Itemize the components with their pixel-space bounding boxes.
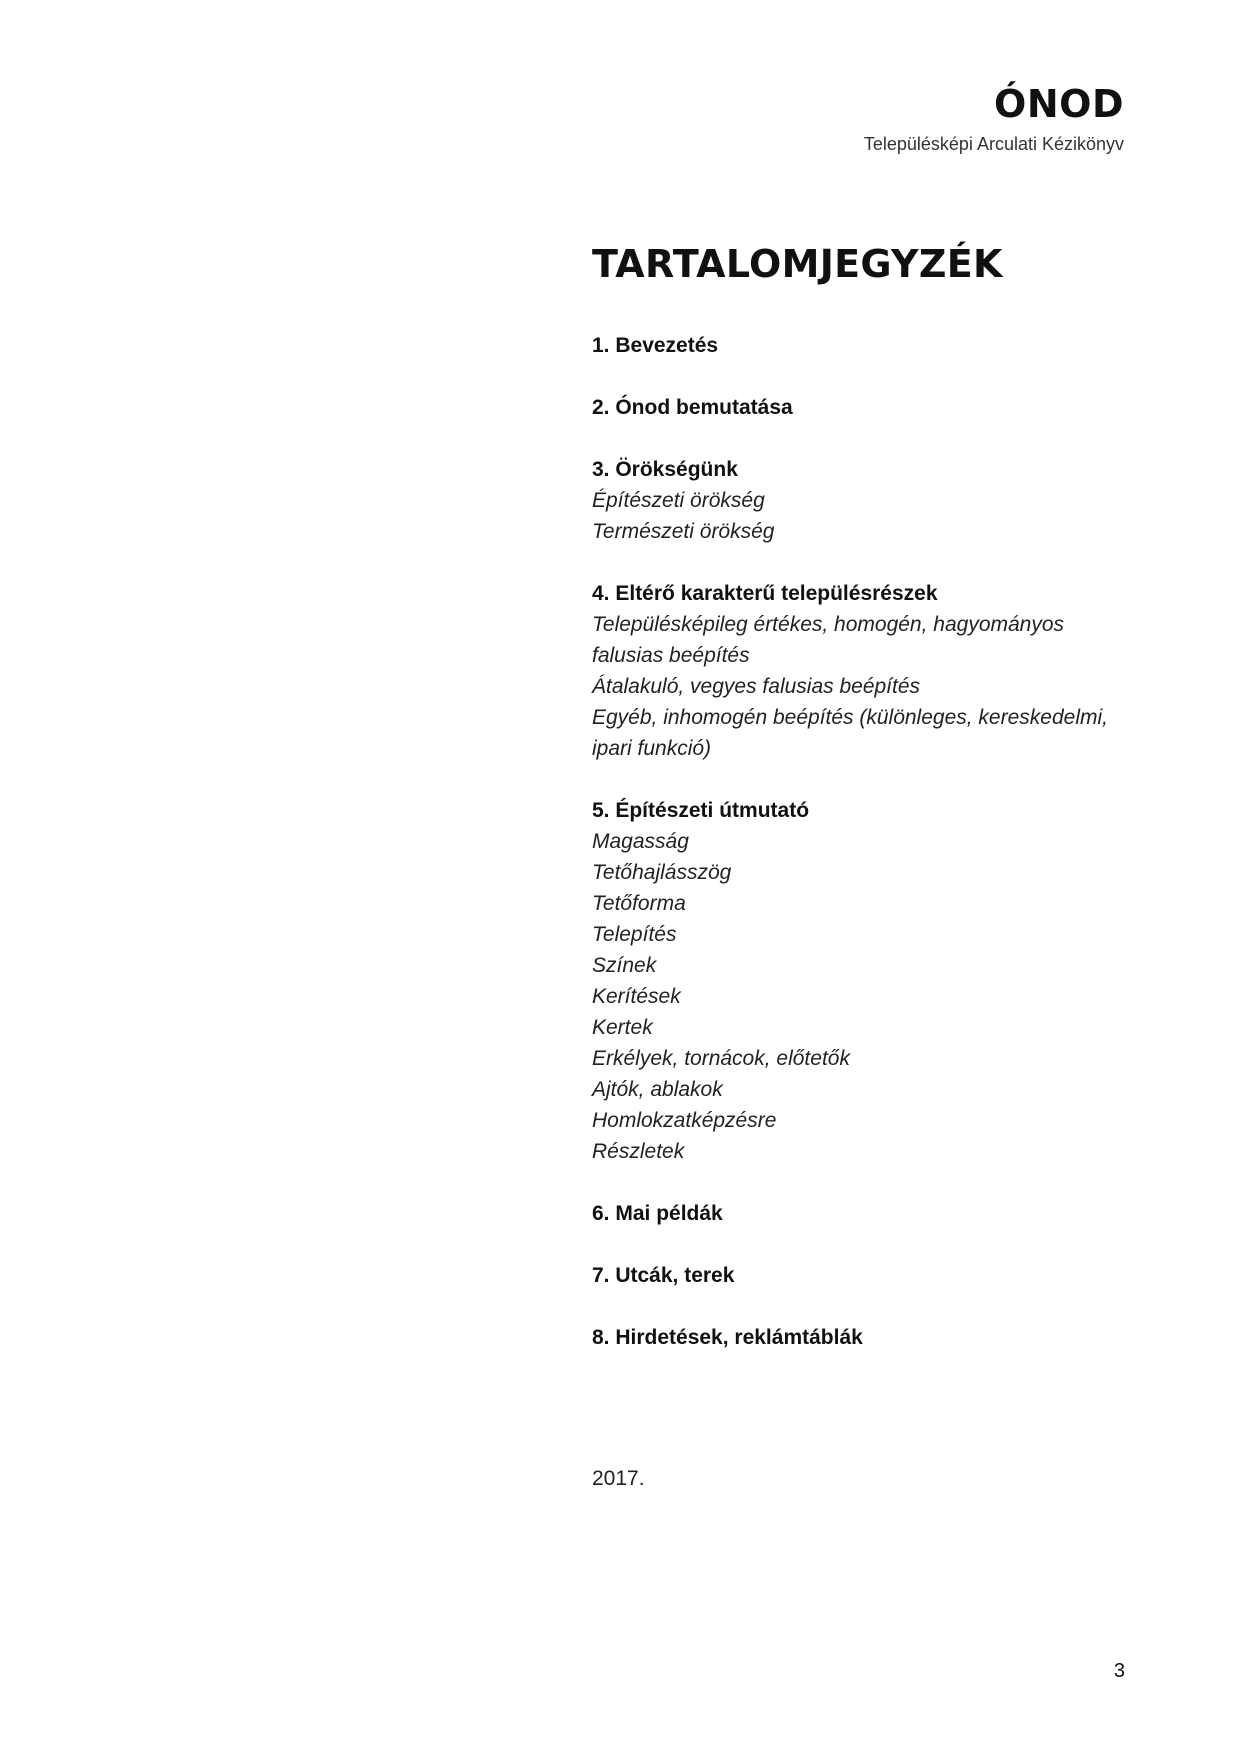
table-of-contents bbox=[592, 240, 1132, 1384]
toc-section bbox=[592, 795, 1132, 1167]
publication-year: 2017. bbox=[592, 1467, 645, 1490]
toc-subitem[interactable]: Ajtók, ablakok bbox=[592, 1078, 723, 1101]
toc-section-title[interactable]: 2. Ónod bemutatása bbox=[592, 396, 793, 419]
toc-subitem[interactable]: Építészeti örökség bbox=[592, 489, 765, 512]
toc-subitem[interactable]: Színek bbox=[592, 954, 657, 977]
toc-subitem[interactable]: Kerítések bbox=[592, 985, 681, 1008]
toc-section bbox=[592, 392, 1132, 423]
toc-section bbox=[592, 578, 1132, 764]
toc-section-title[interactable]: 6. Mai példák bbox=[592, 1202, 723, 1225]
toc-subitem[interactable]: Átalakuló, vegyes falusias beépítés bbox=[592, 675, 921, 698]
toc-subitem[interactable]: Kertek bbox=[592, 1016, 653, 1039]
document-header bbox=[864, 80, 1124, 156]
toc-subitem[interactable]: Tetőhajlásszög bbox=[592, 861, 732, 884]
toc-section-title[interactable]: 1. Bevezetés bbox=[592, 334, 719, 357]
toc-section-title[interactable]: 5. Építészeti útmutató bbox=[592, 799, 810, 822]
toc-section bbox=[592, 1198, 1132, 1229]
page-number: 3 bbox=[1113, 1660, 1125, 1682]
toc-section bbox=[592, 1322, 1132, 1353]
toc-subitem[interactable]: Részletek bbox=[592, 1140, 685, 1163]
toc-section bbox=[592, 454, 1132, 547]
toc-section-title[interactable]: 8. Hirdetések, reklámtáblák bbox=[592, 1326, 863, 1349]
brand-subtitle: Településképi Arculati Kézikönyv bbox=[863, 134, 1124, 154]
toc-subitem[interactable]: Tetőforma bbox=[592, 892, 686, 915]
toc-subitem[interactable]: Erkélyek, tornácok, előtetők bbox=[592, 1047, 850, 1070]
toc-subitem[interactable]: Telepítés bbox=[592, 923, 677, 946]
toc-subitem[interactable]: Egyéb, inhomogén beépítés (különleges, kereskedelmi, ipari funkció) bbox=[592, 706, 1108, 760]
toc-subitem[interactable]: Magasság bbox=[592, 830, 689, 853]
toc-section bbox=[592, 330, 1132, 361]
toc-section-title[interactable]: 3. Örökségünk bbox=[592, 458, 738, 481]
toc-heading: TARTALOMJEGYZÉK bbox=[592, 242, 1003, 286]
toc-subitem[interactable]: Természeti örökség bbox=[592, 520, 775, 543]
toc-section-title[interactable]: 4. Eltérő karakterű településrészek bbox=[592, 582, 938, 605]
brand-title: ÓNOD bbox=[994, 82, 1124, 126]
toc-subitem[interactable]: Településképileg értékes, homogén, hagyományos falusias beépítés bbox=[592, 613, 1065, 667]
toc-section-title[interactable]: 7. Utcák, terek bbox=[592, 1264, 735, 1287]
toc-subitem[interactable]: Homlokzatképzésre bbox=[592, 1109, 777, 1132]
toc-section bbox=[592, 1260, 1132, 1291]
